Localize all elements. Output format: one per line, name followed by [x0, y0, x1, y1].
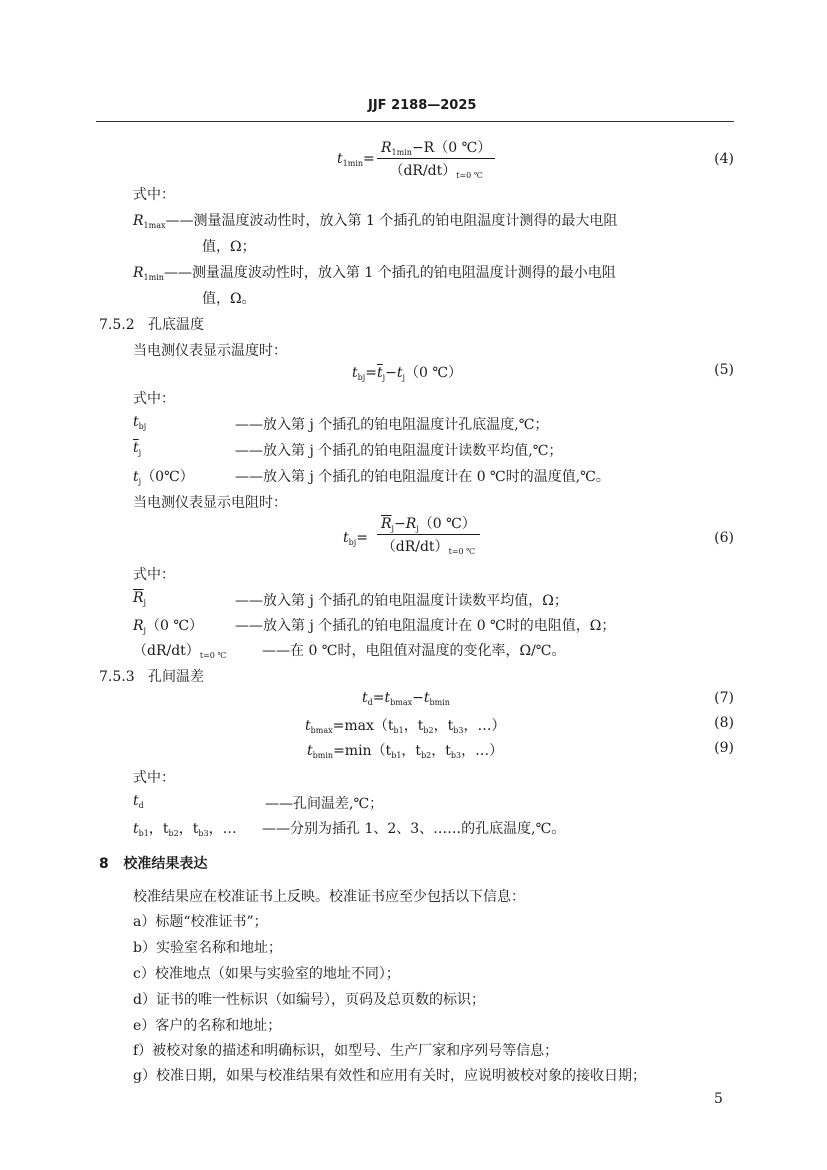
where-label: 式中： [133, 391, 175, 407]
where-label: 式中： [133, 567, 175, 583]
def-td-text: ——孔间温差,℃； [265, 796, 384, 812]
def-r1min-cont: 值，Ω。 [202, 291, 256, 307]
def-tj0-sym: $t_j(0℃)$ [133, 469, 194, 486]
where-label: 式中： [133, 187, 175, 203]
def-r1min: $R_{1min}——$测量温度波动性时，放入第 1 个插孔的铂电阻温度计测得的最小电阻 [133, 265, 616, 282]
def-rj0-text: ——放入第 j 个插孔的铂电阻温度计在 0 ℃时的电阻值，Ω； [235, 618, 616, 634]
eq4-fraction: $R_{1min}-R(0$ ℃） $(dR/dt)_{t=0 ℃}$ [377, 137, 495, 180]
def-tb-sym: $t_{b1}$，$t_{b2}$，$t_{b3}$，… [133, 821, 237, 838]
eq9: $t_{bmin}=\min(t_{b1}$，$t_{b2}$，$t_{b3}$，…） [307, 743, 504, 760]
section-7-5-3: 7.5.3 孔间温差 [99, 669, 204, 685]
def-tbj-text: ——放入第 j 个插孔的铂电阻温度计孔底温度,℃； [235, 417, 549, 433]
eq5-number: (5) [714, 362, 734, 378]
def-tbar-sym: $\overline{t}_j$ [133, 440, 142, 457]
where-label: 式中： [133, 770, 175, 786]
intro-temp-display: 当电测仪表显示温度时： [133, 343, 287, 359]
list-item: e）客户的名称和地址； [133, 1018, 282, 1034]
eq7-number: (7) [714, 690, 734, 706]
eq8-number: (8) [714, 715, 734, 731]
def-tb-text: ——分别为插孔 1、2、3、……的孔底温度,℃。 [262, 821, 566, 837]
def-r1max-cont: 值，Ω； [202, 239, 256, 255]
def-rbar-sym: $\overline{R}_j$ [133, 590, 147, 607]
page-number: 5 [714, 1091, 723, 1107]
running-header: JJF 2188—2025 [368, 98, 477, 113]
eq5: $t_{bj}=\overline{t}_j-t_j(0$ ℃） [352, 365, 462, 382]
def-drdt-sym: $(dR/dt)_{t=0 ℃}$ [133, 643, 227, 660]
def-td-sym: $t_d$ [133, 793, 144, 810]
eq6-lhs: $t_{bj}=$ [343, 530, 368, 547]
def-rj0-sym: $R_j(0$ ℃） [133, 618, 204, 635]
def-drdt-text: ——在 0 ℃时，电阻值对温度的变化率，Ω/℃。 [262, 643, 566, 659]
list-item: b）实验室名称和地址； [133, 940, 282, 956]
eq4-lhs: $t_{1min}=$ [337, 151, 375, 168]
def-rbar-text: ——放入第 j 个插孔的铂电阻温度计读数平均值，Ω； [235, 593, 568, 609]
list-item: c）校准地点（如果与实验室的地址不同）； [133, 966, 400, 982]
eq6-number: (6) [714, 530, 734, 546]
eq8: $t_{bmax}=\max(t_{b1}$，$t_{b2}$，$t_{b3}$，…） [305, 718, 506, 735]
section-8-heading: 8 校准结果表达 [99, 856, 208, 872]
intro-res-display: 当电测仪表显示电阻时： [133, 495, 287, 511]
eq4-number: (4) [714, 151, 734, 167]
list-item: g）校准日期，如果与校准结果有效性和应用有关时，应说明被校对象的接收日期； [133, 1068, 646, 1084]
eq9-number: (9) [714, 740, 734, 756]
section-8-intro: 校准结果应在校准证书上反映。校准证书应至少包括以下信息： [133, 889, 525, 905]
def-tbj-sym: $t_{bj}$ [133, 414, 147, 431]
def-r1max: $R_{1max}——$测量温度波动性时，放入第 1 个插孔的铂电阻温度计测得的最大电阻 [133, 213, 618, 230]
header-rule [96, 121, 734, 122]
def-tbar-text: ——放入第 j 个插孔的铂电阻温度计读数平均值,℃； [235, 443, 563, 459]
eq7: $t_d=t_{bmax}-t_{bmin}$ [362, 690, 450, 707]
list-item: d）证书的唯一性标识（如编号），页码及总页数的标识； [133, 992, 485, 1008]
section-7-5-2: 7.5.2 孔底温度 [99, 317, 204, 333]
list-item: f）被校对象的描述和明确标识，如型号、生产厂家和序列号等信息； [133, 1043, 559, 1059]
list-item: a）标题“校准证书”； [133, 914, 268, 930]
def-tj0-text: ——放入第 j 个插孔的铂电阻温度计在 0 ℃时的温度值,℃。 [235, 469, 610, 485]
eq6-fraction: $\frac{\overline{R}_j-R_j(0 ℃)}{(dR/dt)_{t=0 ℃}}$ [377, 513, 480, 556]
